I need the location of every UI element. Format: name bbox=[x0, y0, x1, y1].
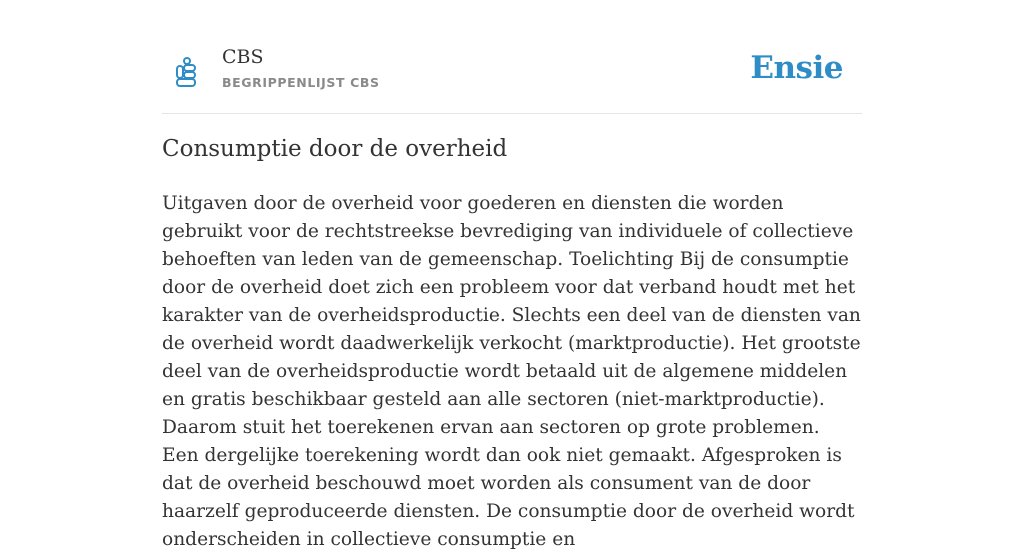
brand-logo[interactable]: Ensie bbox=[750, 50, 843, 86]
term-definition: Uitgaven door de overheid voor goederen en diensten die worden gebruikt voor de rechtstreekse bevrediging van individuele of collectieve behoeften van leden van de gemeenschap. Toelichting Bij de consumptie door de overheid doet zich een probleem voor dat verband houdt met het karakter van de overheidsproductie. Slechts een deel van de diensten van de overheid wordt daadwerkelijk verkocht (marktproductie). Het grootste deel van de overheidsproductie wordt betaald uit de algemene middelen en gratis beschikbaar gesteld aan alle sectoren (niet-marktproductie). Daarom stuit het toerekenen ervan aan sectoren op grote problemen. Een dergelijke toerekening wordt dan ook niet gemaakt. Afgesproken is dat de overheid beschouwd moet worden als consument van de door haarzelf geproduceerde diensten. De consumptie door de overheid wordt onderscheiden in collectieve consumptie en bbox=[162, 193, 861, 550]
cbs-logo-icon[interactable] bbox=[175, 56, 197, 88]
header bbox=[162, 0, 862, 114]
source-name[interactable]: CBS bbox=[222, 46, 264, 68]
term-title: Consumptie door de overheid bbox=[162, 136, 508, 162]
source-subtitle[interactable]: BEGRIPPENLIJST CBS bbox=[222, 75, 380, 90]
